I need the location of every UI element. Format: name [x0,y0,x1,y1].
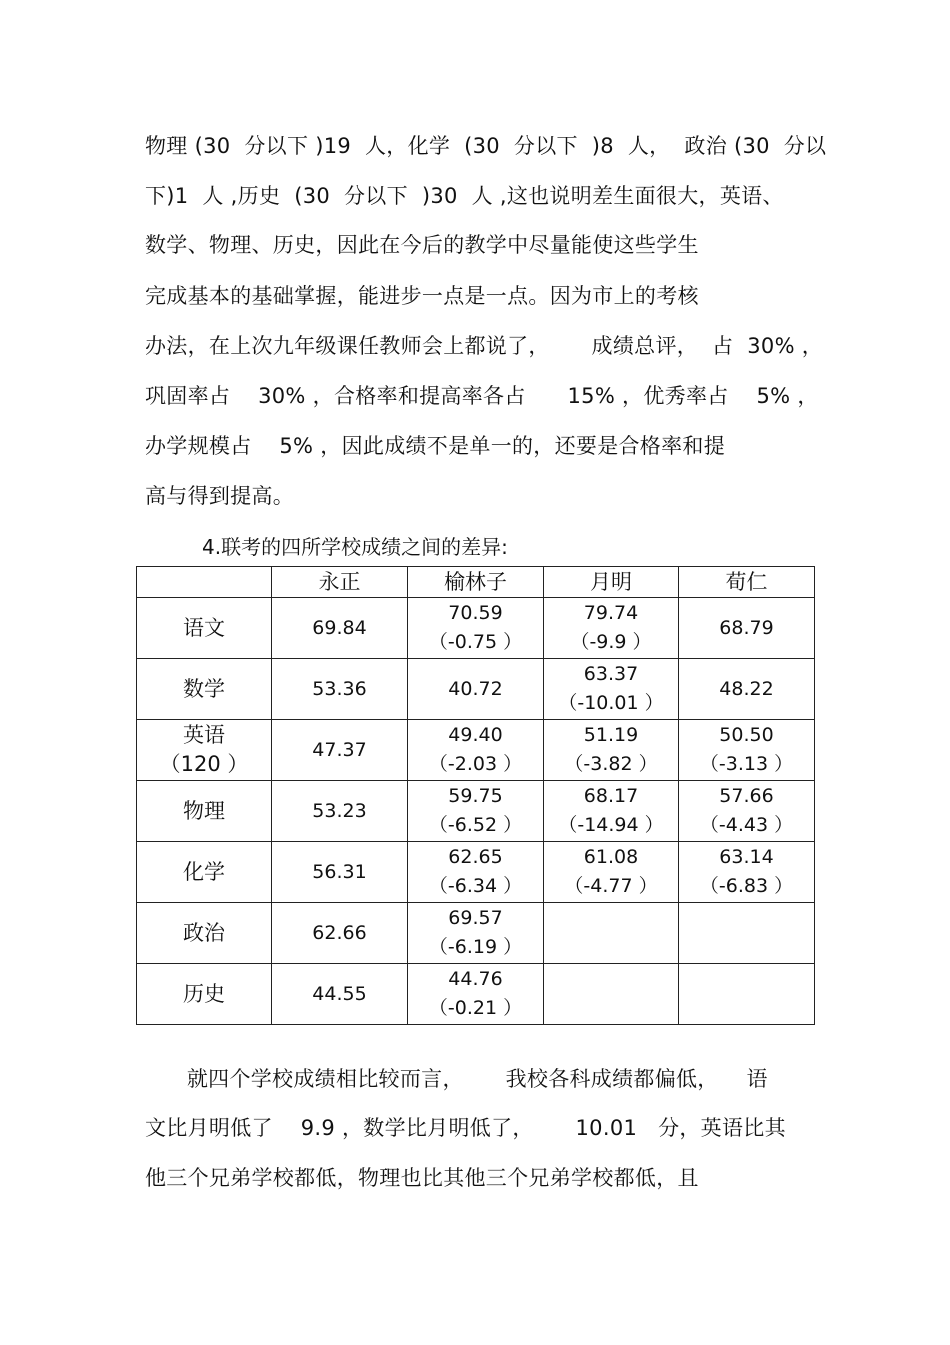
score-difference: （-6.34 ） [428,875,523,897]
table-row [137,842,815,903]
score-value: 57.66 [719,785,774,807]
score-difference: （-6.83 ） [699,875,794,897]
score-cell [544,964,679,1025]
score-difference: （-6.52 ） [428,814,523,836]
score-value: 59.75 [448,785,503,807]
text-line: 下)1 人 ,历史 (30 分以下 )30 人 ,这也说明差生面很大，英语、 [145,184,784,208]
score-value: 51.19 [583,724,639,746]
score-cell [408,598,544,659]
header-cell: 榆林子 [408,567,544,598]
score-cell [679,659,815,720]
header-cell [137,567,272,598]
subject-label: 英语 [183,723,225,747]
subject-label: （120 ） [159,752,249,776]
score-cell [272,964,408,1025]
score-value: 50.50 [719,724,774,746]
score-cell [544,842,679,903]
score-cell [544,598,679,659]
subject-cell [137,903,272,964]
score-cell [679,903,815,964]
score-cell [408,781,544,842]
score-cell [679,964,815,1025]
table-header-row [137,567,815,598]
score-value: 62.66 [312,921,367,944]
subject-cell [137,720,272,781]
text-line: 物理 (30 分以下 )19 人，化学 (30 分以下 )8 人， 政治 (30 分以 [145,134,827,158]
score-cell [408,659,544,720]
score-value: 61.08 [583,846,639,868]
score-value: 44.76 [448,968,503,990]
text-line: 文比月明低了 9.9 ，数学比月明低了， 10.01 分，英语比其 [145,1116,786,1140]
subject-cell [137,598,272,659]
score-value: 69.57 [448,907,503,929]
score-difference: （-4.43 ） [699,814,794,836]
section-heading: 4.联考的四所学校成绩之间的差异: [202,535,508,559]
score-value: 47.37 [312,738,367,761]
score-cell [408,964,544,1025]
table-row [137,659,815,720]
header-cell: 月明 [544,567,679,598]
text-line: 高与得到提高。 [145,484,295,508]
score-value: 40.72 [448,677,503,700]
header-cell: 荀仁 [679,567,815,598]
score-value: 79.74 [583,602,639,624]
score-cell [544,903,679,964]
text-line: 数学、物理、历史，因此在今后的教学中尽量能使这些学生 [145,233,699,257]
score-cell [679,781,815,842]
score-cell [544,659,679,720]
score-difference: （-0.75 ） [428,631,523,653]
score-value: 53.23 [312,799,367,822]
score-difference: （-6.19 ） [428,936,523,958]
subject-label: 化学 [183,859,225,884]
subject-cell [137,964,272,1025]
score-cell [679,598,815,659]
text-line: 他三个兄弟学校都低，物理也比其他三个兄弟学校都低，且 [145,1166,699,1190]
score-value: 53.36 [312,677,367,700]
subject-cell [137,781,272,842]
table-row [137,964,815,1025]
score-cell [408,720,544,781]
score-difference: （-0.21 ） [428,997,523,1019]
score-value: 63.37 [583,663,639,685]
score-difference: （-2.03 ） [428,753,523,775]
table-row [137,781,815,842]
score-value: 70.59 [448,602,503,624]
score-cell [272,842,408,903]
score-cell [272,781,408,842]
header-cell: 永正 [272,567,408,598]
score-cell [408,842,544,903]
subject-cell [137,842,272,903]
score-cell [679,720,815,781]
score-value: 69.84 [312,616,367,639]
score-value: 62.65 [448,846,503,868]
text-line: 就四个学校成绩相比较而言， 我校各科成绩都偏低， 语 [145,1067,768,1091]
score-value: 68.79 [719,616,774,639]
score-difference: （-14.94 ） [558,814,664,836]
score-cell [408,903,544,964]
score-value: 56.31 [312,860,367,883]
text-line: 办法，在上次九年级课任教师会上都说了， 成绩总评， 占 30% ， [145,334,824,358]
subject-label: 语文 [183,615,225,640]
score-cell [272,598,408,659]
score-value: 63.14 [719,846,774,868]
subject-label: 历史 [183,981,225,1006]
score-table [136,566,815,1025]
score-difference: （-10.01 ） [558,692,664,714]
score-difference: （-4.77 ） [564,875,658,897]
score-cell [679,842,815,903]
score-cell [544,781,679,842]
subject-label: 数学 [183,676,225,701]
score-difference: （-9.9 ） [570,631,652,653]
text-line: 完成基本的基础掌握，能进步一点是一点。因为市上的考核 [145,284,699,308]
score-value: 44.55 [312,982,367,1005]
score-value: 49.40 [448,724,503,746]
score-cell [272,659,408,720]
table-row [137,903,815,964]
score-difference: （-3.82 ） [564,753,658,775]
score-cell [272,720,408,781]
score-difference: （-3.13 ） [699,753,794,775]
subject-label: 政治 [183,920,225,945]
subject-label: 物理 [183,798,225,823]
table-row [137,598,815,659]
text-line: 办学规模占 5% ，因此成绩不是单一的，还要是合格率和提 [145,434,725,458]
score-cell [272,903,408,964]
score-value: 48.22 [719,677,774,700]
score-value: 68.17 [583,785,639,807]
text-line: 巩固率占 30% ，合格率和提高率各占 15% ，优秀率占 5% ， [145,384,819,408]
subject-cell [137,659,272,720]
score-cell [544,720,679,781]
table-row [137,720,815,781]
